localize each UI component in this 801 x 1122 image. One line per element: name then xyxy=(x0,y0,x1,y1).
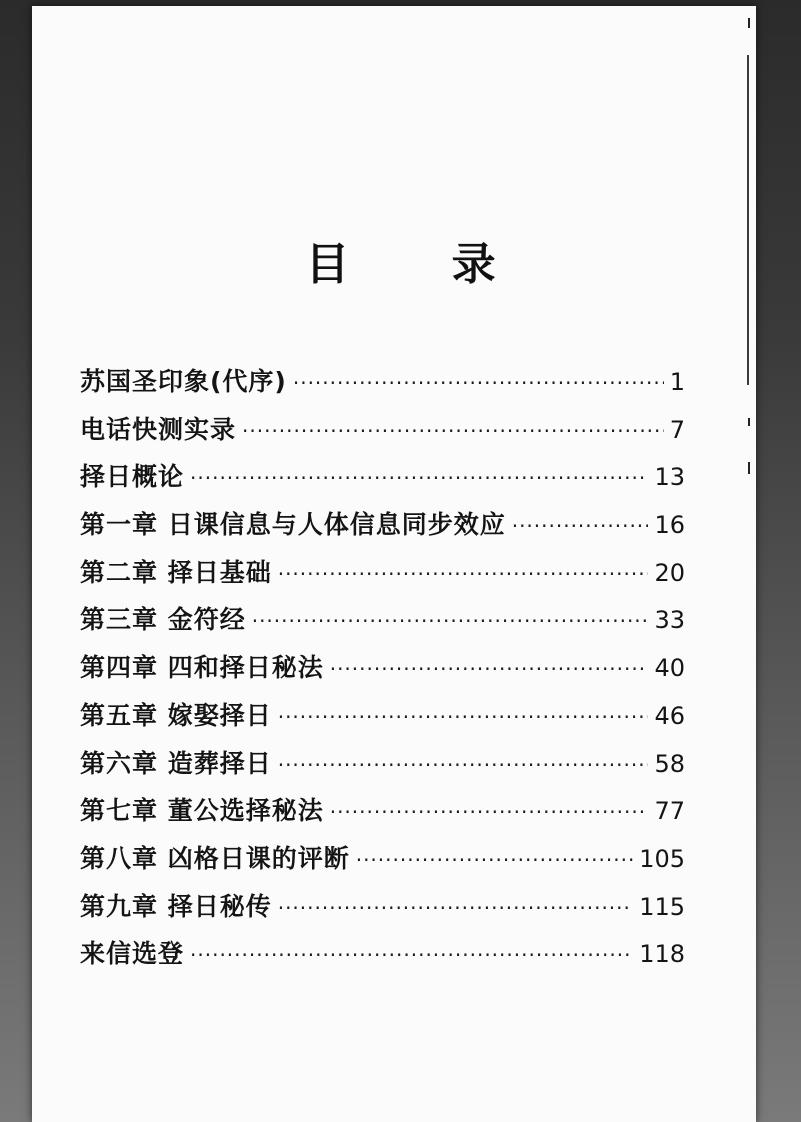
toc-entry-page: 1 xyxy=(669,368,685,396)
toc-entry[interactable] xyxy=(80,887,685,935)
page-title xyxy=(0,228,801,288)
toc-entry-page: 33 xyxy=(654,606,685,635)
toc-entry-title: 苏国圣印象(代序) xyxy=(80,367,287,396)
page-edge-mark xyxy=(748,418,750,426)
toc-leader-dots xyxy=(356,848,633,872)
toc-entry-title: 第三章 金符经 xyxy=(80,605,246,635)
title-char-2: 录 xyxy=(451,239,496,290)
toc-entry-title: 择日概论 xyxy=(80,462,185,492)
toc-entry-title: 第六章 造葬择日 xyxy=(80,748,272,778)
toc-entry-title: 第一章 日课信息与人体信息同步效应 xyxy=(80,510,506,540)
table-of-contents xyxy=(80,362,685,982)
toc-entry-title: 第八章 凶格日课的评断 xyxy=(80,843,350,873)
toc-entry-page: 7 xyxy=(669,415,685,444)
toc-entry-title: 第五章 嫁娶择日 xyxy=(80,700,272,730)
toc-leader-dots xyxy=(512,514,649,538)
toc-entry[interactable] xyxy=(80,934,685,982)
toc-entry[interactable] xyxy=(80,505,685,553)
toc-entry-page: 118 xyxy=(639,940,685,969)
toc-entry-page: 77 xyxy=(654,797,685,826)
toc-entry-page: 105 xyxy=(639,844,685,873)
toc-leader-dots xyxy=(278,896,633,920)
toc-leader-dots xyxy=(190,466,648,490)
toc-leader-dots xyxy=(330,800,649,824)
toc-entry-title: 第七章 董公选择秘法 xyxy=(80,796,324,826)
toc-leader-dots xyxy=(278,562,649,586)
toc-leader-dots xyxy=(190,943,633,967)
toc-entry[interactable] xyxy=(80,600,685,648)
toc-leader-dots xyxy=(252,609,649,633)
toc-entry[interactable] xyxy=(80,696,685,744)
page-edge-mark xyxy=(748,18,750,28)
toc-entry-title: 电话快测实录 xyxy=(80,414,237,444)
toc-entry-page: 58 xyxy=(654,749,685,778)
toc-leader-dots xyxy=(278,705,649,729)
toc-entry[interactable] xyxy=(80,553,685,601)
toc-entry-title: 第九章 择日秘传 xyxy=(80,891,272,921)
toc-entry[interactable] xyxy=(80,457,685,505)
page-edge-line xyxy=(747,55,749,385)
toc-entry[interactable] xyxy=(80,648,685,696)
toc-entry[interactable] xyxy=(80,744,685,792)
toc-entry-page: 16 xyxy=(654,511,685,540)
toc-leader-dots xyxy=(293,371,664,395)
toc-entry-page: 46 xyxy=(654,701,685,730)
toc-entry[interactable] xyxy=(80,362,685,410)
toc-entry-page: 115 xyxy=(639,892,685,921)
toc-entry-page: 40 xyxy=(654,654,685,683)
toc-entry[interactable] xyxy=(80,791,685,839)
toc-leader-dots xyxy=(330,657,649,681)
toc-leader-dots xyxy=(242,419,664,443)
toc-entry-page: 13 xyxy=(654,463,685,492)
toc-entry-title: 来信选登 xyxy=(80,939,185,969)
toc-entry-title: 第四章 四和择日秘法 xyxy=(80,653,324,683)
title-char-1: 目 xyxy=(305,239,350,290)
toc-entry-title: 第二章 择日基础 xyxy=(80,557,272,587)
toc-entry-page: 20 xyxy=(654,558,685,587)
toc-leader-dots xyxy=(278,753,649,777)
toc-entry[interactable] xyxy=(80,410,685,458)
toc-entry[interactable] xyxy=(80,839,685,887)
page-edge-mark xyxy=(748,462,750,474)
